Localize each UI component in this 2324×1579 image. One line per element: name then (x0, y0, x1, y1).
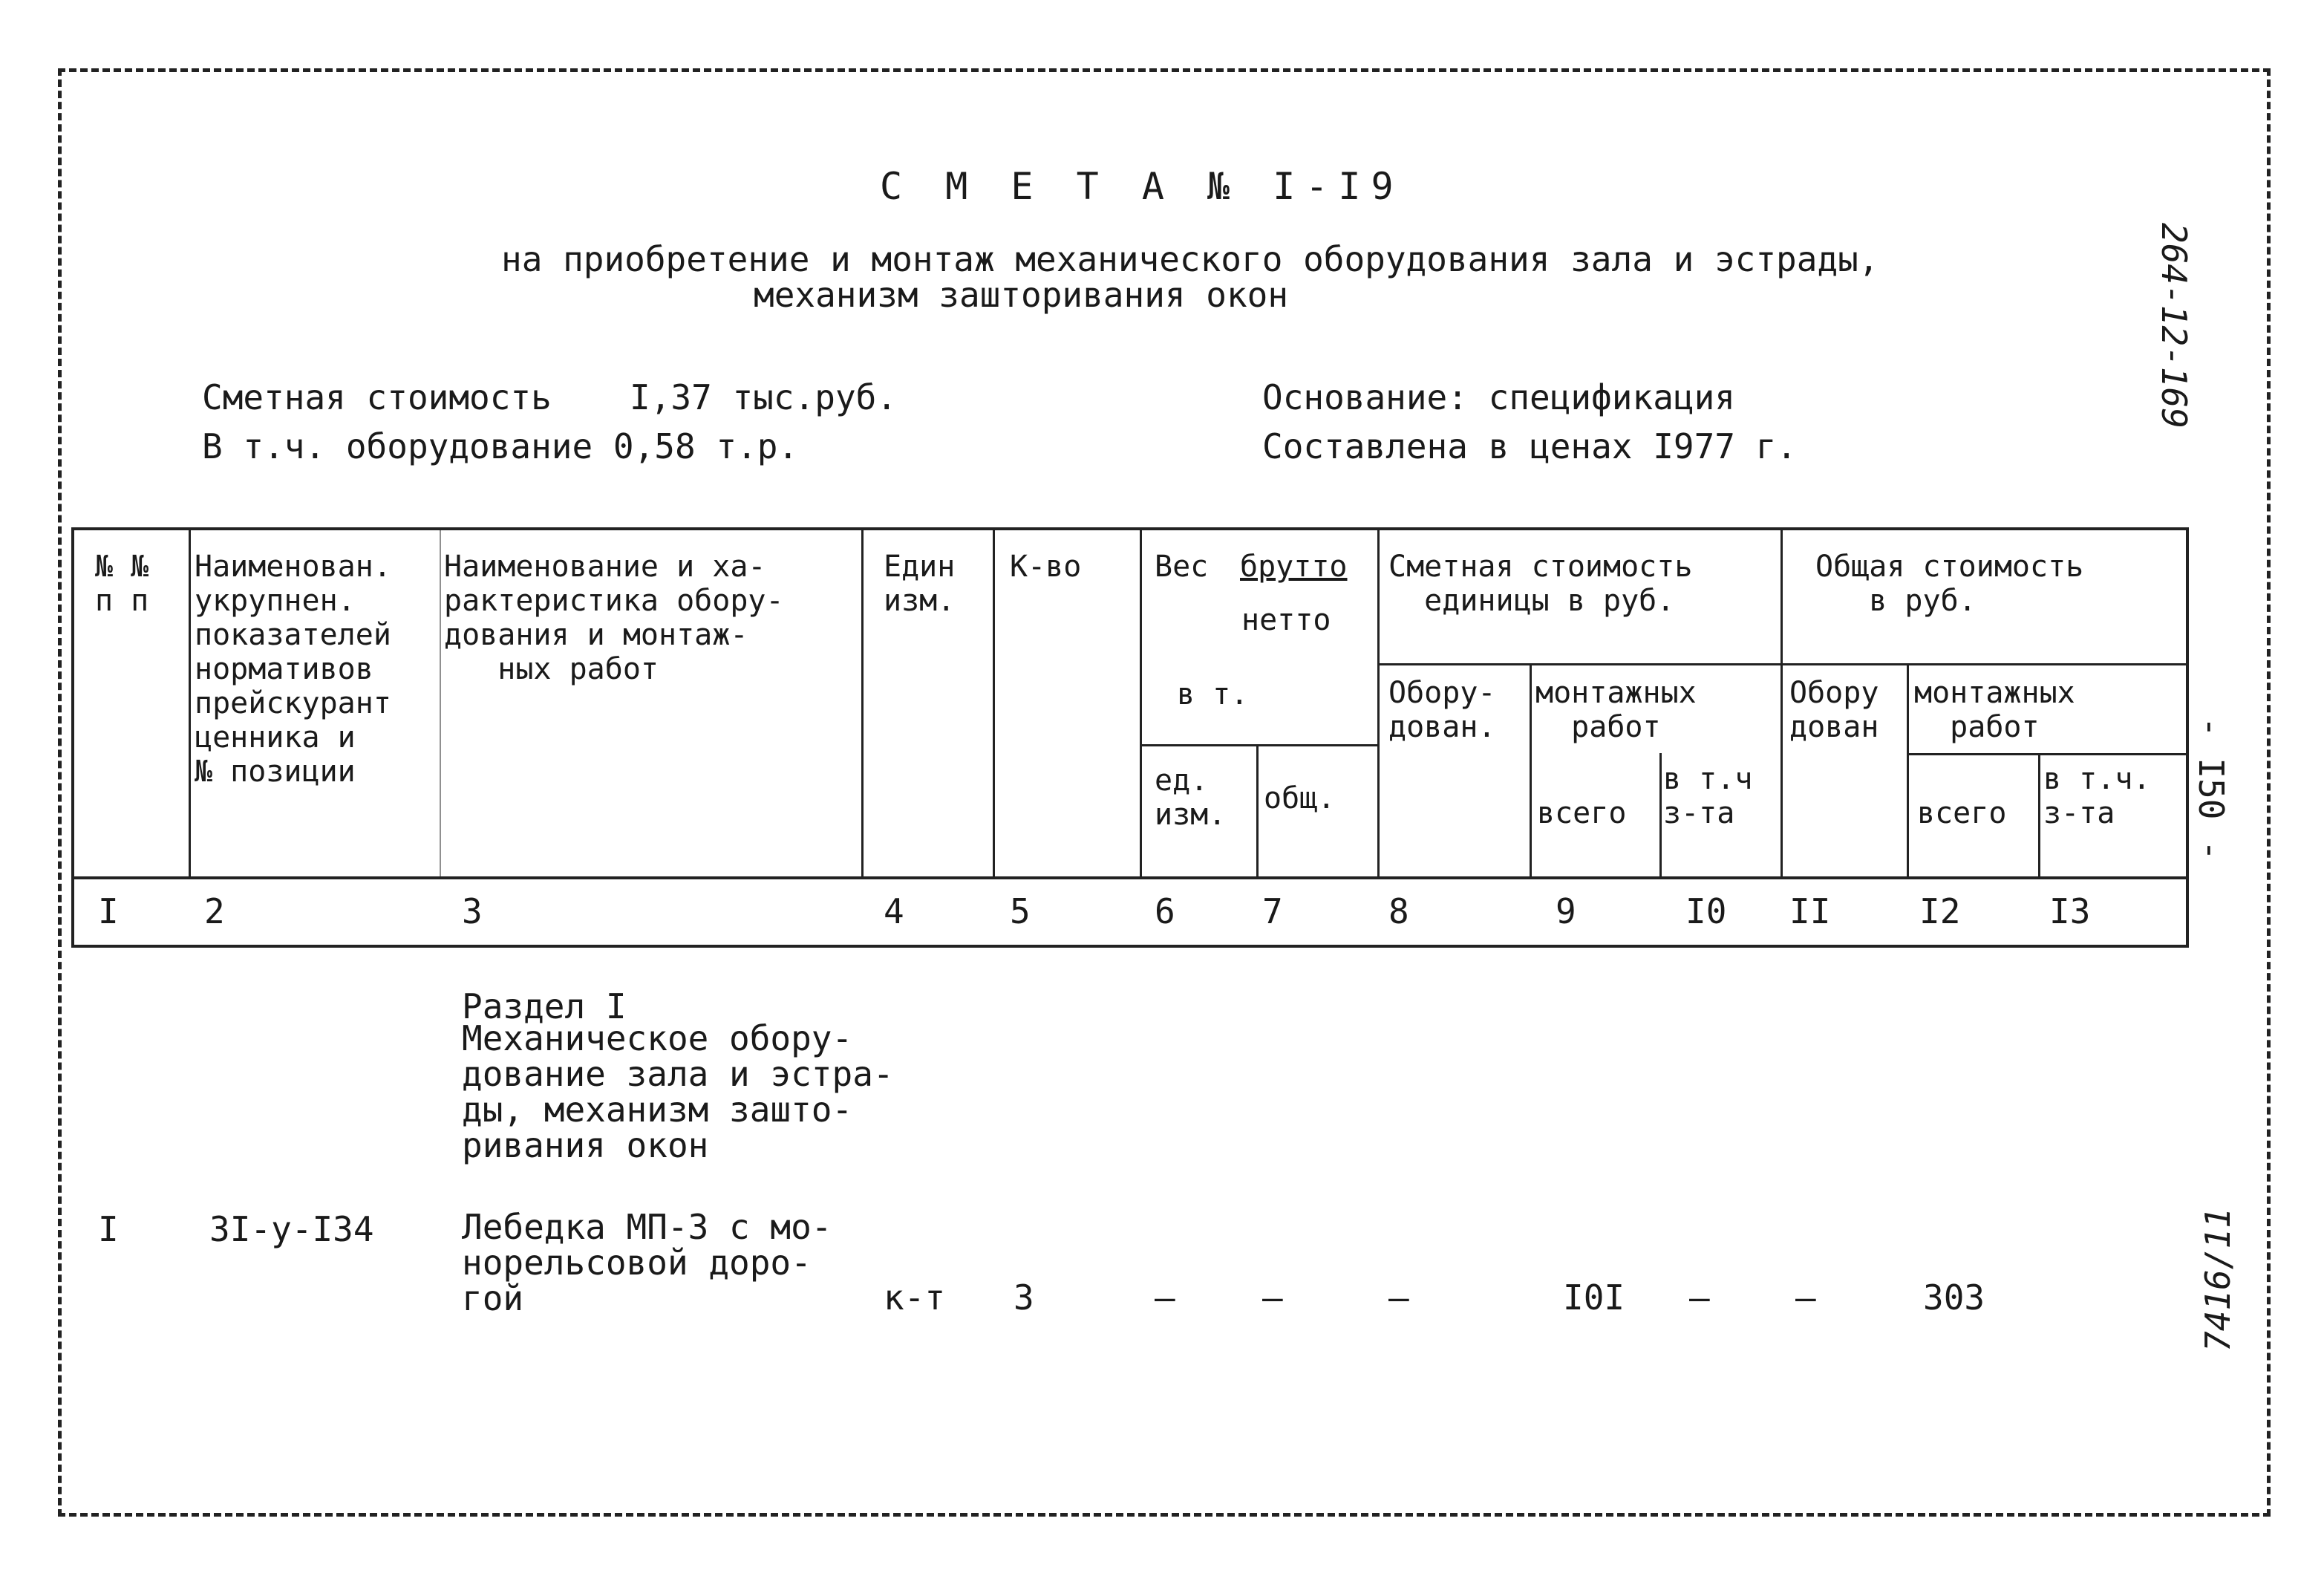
column-number: 4 (884, 891, 904, 931)
row-name: Лебедка МП-3 с мо- норельсовой доро- гой (462, 1207, 832, 1318)
header-total-cost: Общая стоимость в руб. (1815, 550, 2084, 618)
col-divider-5 (1140, 527, 1142, 876)
document-title: С М Е Т А № I-I9 (880, 165, 1404, 208)
column-number: 7 (1262, 891, 1283, 931)
table-right-border (2186, 527, 2189, 948)
total-cost-subheader-line (1780, 663, 2186, 665)
margin-note-bottom: 7416/11 (2198, 1208, 2238, 1352)
header-col13: в т.ч. з-та (2043, 762, 2151, 830)
header-unit-mount: монтажных работ (1535, 676, 1697, 744)
header-weight-brutto: брутто (1240, 550, 1348, 584)
header-col2: Наименован. укрупнен. показателей нормативов прейскурант ценника и № позиции (195, 550, 391, 789)
column-number: 3 (462, 891, 483, 931)
basis-text: Основание: спецификация (1262, 377, 1735, 417)
header-col12: всего (1917, 796, 2007, 830)
prices-text: Составлена в ценах I977 г. (1262, 426, 1798, 466)
col-divider-2 (440, 527, 441, 876)
table-number-row-bottom-border (71, 945, 2189, 948)
cost-label: Сметная стоимость (202, 377, 552, 417)
col-divider-1 (189, 527, 191, 876)
header-unit-cost: Сметная стоимость единицы в руб. (1388, 550, 1693, 618)
col-divider-7 (1377, 527, 1380, 876)
column-number: I0 (1685, 891, 1727, 931)
header-col11: Обору дован (1789, 676, 1879, 744)
col-divider-11 (1907, 663, 1909, 876)
col-divider-12 (2038, 753, 2040, 876)
column-number: 2 (204, 891, 225, 931)
col-divider-6 (1256, 744, 1259, 876)
column-number: 6 (1155, 891, 1175, 931)
table-header-bottom-border (71, 876, 2189, 879)
row-weight-total: – (1262, 1277, 1283, 1318)
column-number: I2 (1919, 891, 1961, 931)
margin-note-top: 264-12-169 (2154, 223, 2194, 429)
header-col3: Наименование и ха- рактеристика обору- дования и монтаж- ных работ (444, 550, 784, 686)
cost-value: I,37 тыс.руб. (630, 377, 898, 417)
header-col7: общ. (1264, 781, 1336, 815)
column-number: I3 (2049, 891, 2091, 931)
row-weight-unit: – (1155, 1277, 1175, 1318)
row-code: 3I-у-I34 (209, 1209, 374, 1249)
table-left-border (71, 527, 74, 948)
row-unit-equipment: – (1388, 1277, 1409, 1318)
header-col8: Обору- дован. (1388, 676, 1496, 744)
row-total-equipment: – (1795, 1277, 1816, 1318)
header-col4: Един изм. (884, 550, 956, 618)
document-subtitle-line1: на приобретение и монтаж механического оборудования зала и эстрады, (501, 239, 1879, 279)
equipment-cost: В т.ч. оборудование 0,58 т.р. (202, 426, 799, 466)
column-number: 9 (1556, 891, 1576, 931)
row-number: I (98, 1209, 119, 1249)
row-unit-mount-total: I0I (1563, 1277, 1625, 1318)
row-total-mount: 303 (1923, 1277, 1985, 1318)
header-weight-unit: в т. (1177, 677, 1249, 712)
col-divider-3 (861, 527, 864, 876)
header-col5: К-во (1010, 550, 1082, 584)
header-weight: Вес (1155, 550, 1209, 584)
weight-subheader-line (1140, 744, 1379, 746)
document-subtitle-line2: механизм зашторивания окон (754, 275, 1289, 315)
col-divider-9 (1659, 753, 1662, 876)
column-number: 8 (1388, 891, 1409, 931)
section-text: Механическое обору- дование зала и эстра- ды, механизм зашто- ривания окон (462, 1018, 894, 1165)
header-col1: № № п п (95, 550, 149, 618)
header-col9: всего (1537, 796, 1627, 830)
header-col10: в т.ч з-та (1663, 762, 1753, 830)
page-number: - I50 - (2191, 717, 2231, 861)
col-divider-8 (1530, 663, 1532, 876)
row-qty: 3 (1014, 1277, 1034, 1318)
row-unit: к-т (884, 1277, 946, 1318)
col-divider-4 (993, 527, 995, 876)
column-number: 5 (1010, 891, 1031, 931)
total-mount-subheader-line (1907, 753, 2186, 755)
row-unit-mount-wages: – (1689, 1277, 1710, 1318)
col-divider-10 (1780, 527, 1783, 876)
column-number: II (1789, 891, 1831, 931)
section-title: Раздел I (462, 986, 627, 1026)
unit-cost-subheader-line (1377, 663, 1782, 665)
header-col6: ед. изм. (1155, 764, 1227, 832)
table-top-border (71, 527, 2189, 530)
column-number: I (98, 891, 119, 931)
header-total-mount: монтажных работ (1914, 676, 2075, 744)
header-weight-netto: нетто (1241, 603, 1331, 637)
